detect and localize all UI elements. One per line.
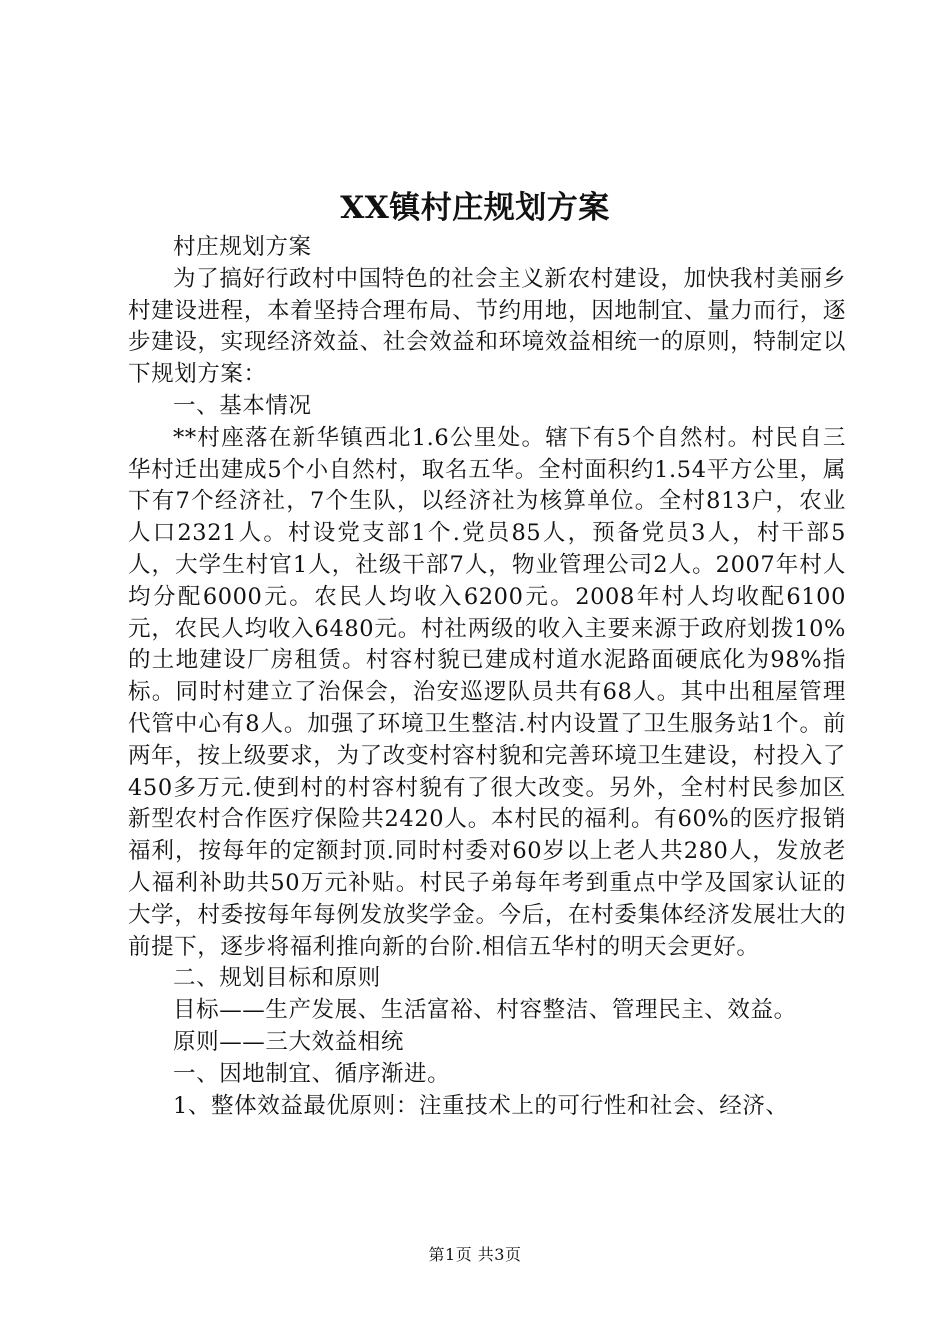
paragraph-principle-1: 一、因地制宜、循序渐进。 [173, 1060, 451, 1087]
page-footer: 第1页 共3页 [428, 1245, 522, 1264]
document-body [128, 232, 846, 1122]
paragraph-intro: 为了搞好行政村中国特色的社会主义新农村建设，加快我村美丽乡村建设进程，本着坚持合理布局、节约用地，因地制宜、量力而行，逐步建设，实现经济效益、社会效益和环境效益相统一的原则，特制定以下规划方案： [128, 265, 846, 388]
paragraph-principle-item-1: 1、整体效益最优原则：注重技术上的可行性和社会、经济、 [173, 1092, 789, 1119]
paragraph-basic-info: **村座落在新华镇西北1.6公里处。辖下有5个自然村。村民自三华村迁出建成5个小自然村，取名五华。全村面积约1.54平方公里，属下有7个经济社，7个生队，以经济社为核算单位。全村813户，农业人口2321人。村设党支部1个.党员85人，预备党员3人，村干部5人，大学生村官1人，社级干部7人，物业管理公司2人。2007年村人均分配6000元。农民人均收入6200元。2008年村人均收配6100元，农民人均收入6480元。村社两级的收入主要来源于政府划拨10%的土地建设厂房租赁。村容村貌已建成村道水泥路面硬底化为98%指标。同时村建立了治保会，治安巡逻队员共有68人。其中出租屋管理代管中心有8人。加强了环境卫生整洁.村内设置了卫生服务站1个。前两年，按上级要求，为了改变村容村貌和完善环境卫生建设，村投入了450多万元.使到村的村容村貌有了很大改变。另外，全村村民参加区新型农村合作医疗保险共2420人。本村民的福利。有60%的医疗报销福利，按每年的定额封顶.同时村委对60岁以上老人共280人，发放老人福利补助共50万元补贴。村民子弟每年考到重点中学及国家认证的大学，村委按每年每例发放奖学金。今后，在村委集体经济发展壮大的前提下，逐步将福利推向新的台阶.相信五华村的明天会更好。 [128, 424, 846, 960]
paragraph-principle: 原则——三大效益相统 [173, 1028, 405, 1055]
paragraph-goal: 目标——生产发展、生活富裕、村容整洁、管理民主、效益。 [173, 997, 797, 1024]
paragraph-subtitle: 村庄规划方案 [173, 234, 312, 260]
document-title: XX镇村庄规划方案 [340, 190, 610, 226]
section-heading-basic-info: 一、基本情况 [173, 392, 312, 419]
section-heading-goals: 二、规划目标和原则 [173, 965, 381, 992]
